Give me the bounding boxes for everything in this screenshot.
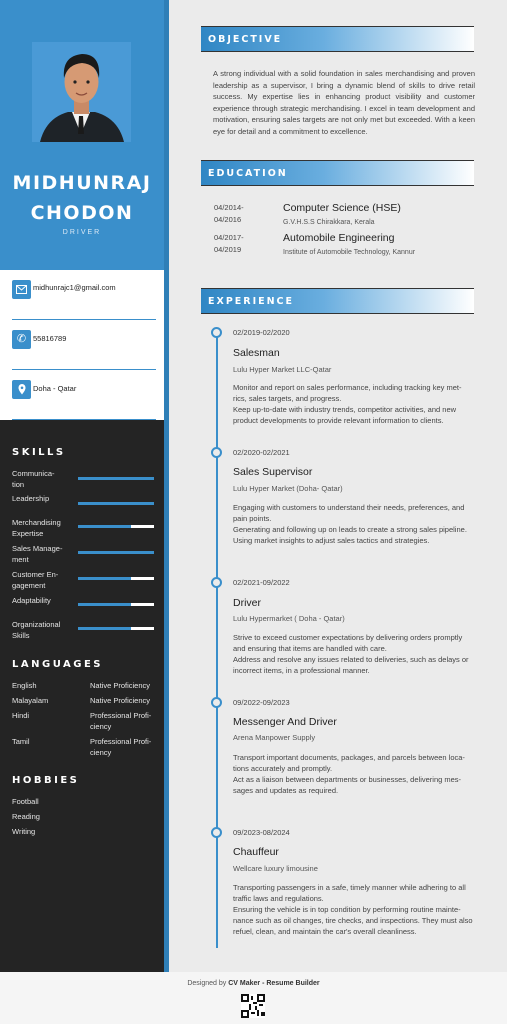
skill-bar (78, 477, 154, 480)
timeline-dot (211, 697, 222, 708)
hobbies-title: HOBBIES (12, 775, 80, 786)
profile-header (0, 0, 164, 270)
contact-email-row (12, 270, 156, 320)
profile-role: DRIVER (62, 229, 102, 236)
language-level: Native Proficiency (90, 696, 151, 705)
skill-bar-fill (78, 577, 131, 580)
footer-prefix: Designed by (187, 980, 227, 987)
experience-title-text: Messenger And Driver (233, 716, 337, 728)
experience-date: 02/2021-09/2022 (233, 578, 290, 587)
experience-title-text: Driver (233, 597, 261, 609)
skills-title: SKILLS (12, 447, 66, 458)
experience-company: Lulu Hypermarket ( Doha - Qatar) (233, 614, 345, 623)
experience-date: 09/2022-09/2023 (233, 698, 290, 707)
experience-company: Lulu Hyper Market LLC-Qatar (233, 365, 332, 374)
skill-bar-fill (78, 551, 154, 554)
languages-title: LANGUAGES (12, 659, 103, 670)
education-school: G.V.H.S.S Chirakkara, Kerala (283, 219, 375, 226)
skill-bar (78, 525, 154, 528)
skill-name: Organizational Skills (12, 620, 61, 640)
footer (0, 972, 507, 1024)
location-pin-icon (12, 380, 31, 399)
profile-photo (32, 42, 131, 142)
phone-icon: ✆ (12, 330, 31, 349)
language-name: Tamil (12, 737, 30, 746)
language-name: Malayalam (12, 696, 49, 705)
education-header (201, 160, 474, 186)
education-degree: Automobile Engineering (283, 232, 395, 244)
skill-bar-fill (78, 477, 154, 480)
skill-bar (78, 603, 154, 606)
experience-title-text: Chauffeur (233, 846, 279, 858)
language-level: Native Proficiency (90, 681, 151, 690)
experience-date: 02/2019-02/2020 (233, 328, 290, 337)
objective-title: OBJECTIVE (208, 34, 283, 45)
experience-header (201, 288, 474, 314)
profile-name (0, 168, 164, 228)
experience-title: EXPERIENCE (208, 296, 295, 307)
experience-company: Arena Manpower Supply (233, 733, 316, 742)
contact-phone[interactable]: 55816789 (33, 334, 67, 343)
footer-brand-link[interactable]: CV Maker - Resume Builder (228, 980, 320, 987)
skill-bar (78, 627, 154, 630)
experience-date: 02/2020-02/2021 (233, 448, 290, 457)
experience-date: 09/2023-08/2024 (233, 828, 290, 837)
contact-phone-row (12, 320, 156, 370)
education-title: EDUCATION (208, 168, 288, 179)
contact-panel (0, 270, 164, 420)
experience-description: Engaging with customers to understand their needs, preferences, and pain points. Generating and following up on leads to create a strong sales pipeline. Using market insights to adjust sales tactics and strategies. (233, 503, 467, 545)
footer-credit (0, 980, 507, 987)
skill-name: Sales Manage- ment (12, 544, 63, 564)
contact-location-row (12, 370, 156, 420)
skill-name: Leadership (12, 494, 50, 503)
objective-text: A strong individual with a solid foundation in sales merchandising and proven leadership as a supervisor, I bring a dynamic blend of skills to drive retail success. My expertise lies in enhancing product visibility and customer experience through strategic merchandising. I excel in team development and motivation, ensuring sales targets are not only met but exceeded. With a keen eye for detail and a commitment to excellence. (213, 69, 475, 136)
education-school: Institute of Automobile Technology, Kannur (283, 249, 416, 256)
skill-bar-fill (78, 603, 131, 606)
experience-title-text: Sales Supervisor (233, 466, 313, 478)
experience-description: Monitor and report on sales performance, including tracking key met- rics, sales targets, and progress. Keep up-to-date with industry trends, competitor activities, and new product developments to provide relevant information to clients. (233, 383, 462, 425)
skill-bar (78, 502, 154, 505)
contact-location: Doha - Qatar (33, 384, 77, 393)
timeline-dot (211, 827, 222, 838)
experience-company: Lulu Hyper Market (Doha- Qatar) (233, 484, 343, 493)
skill-bar-fill (78, 502, 154, 505)
skill-bar-fill (78, 525, 131, 528)
language-name: English (12, 681, 37, 690)
timeline-dot (211, 577, 222, 588)
experience-company: Wellcare luxury limousine (233, 864, 318, 873)
language-level: Professional Profi- ciency (90, 737, 152, 757)
skill-bar-fill (78, 627, 131, 630)
profile-name-line1: MIDHUNRAJ (12, 172, 152, 194)
language-level: Professional Profi- ciency (90, 711, 152, 731)
hobby-item: Reading (12, 812, 40, 821)
skill-name: Merchandising Expertise (12, 518, 61, 538)
experience-description: Transport important documents, packages, and parcels between loca- tions accurately and promptly. Act as a liaison between departments or businesses, delivering mes- sages and updates as required. (233, 753, 465, 795)
experience-title-text: Salesman (233, 347, 280, 359)
timeline-dot (211, 447, 222, 458)
hobby-item: Writing (12, 827, 36, 836)
experience-description: Strive to exceed customer expectations by delivering orders promptly and ensuring that items are handled with care. Address and resolve any issues related to deliveries, such as delays or incorrect items, in a professional manner. (233, 633, 469, 675)
skill-name: Communica- tion (12, 469, 55, 489)
timeline-line (216, 332, 218, 948)
skill-name: Adaptability (12, 596, 51, 605)
objective-header (201, 26, 474, 52)
language-name: Hindi (12, 711, 30, 720)
education-degree: Computer Science (HSE) (283, 202, 401, 214)
experience-description: Transporting passengers in a safe, timely manner while adhering to all traffic laws and regulations. Ensuring the vehicle is in top condition by performing routine mainte- nance such as oil changes, tire checks, and inspections. They must also refuel, clean, and maintain the car's overall cleanliness. (233, 883, 473, 936)
skill-bar (78, 551, 154, 554)
contact-email[interactable]: midhunrajc1@gmail.com (33, 283, 116, 292)
timeline-dot (211, 327, 222, 338)
skill-name: Customer En- gagement (12, 570, 59, 590)
hobby-item: Football (12, 797, 39, 806)
profile-name-line2: CHODON (30, 202, 134, 224)
qr-code-icon[interactable] (241, 994, 265, 1018)
skill-bar (78, 577, 154, 580)
education-date: 04/2014- 04/2016 (214, 203, 244, 224)
education-date: 04/2017- 04/2019 (214, 233, 244, 254)
envelope-icon (12, 280, 31, 299)
sidebar-accent-stripe (164, 0, 169, 972)
